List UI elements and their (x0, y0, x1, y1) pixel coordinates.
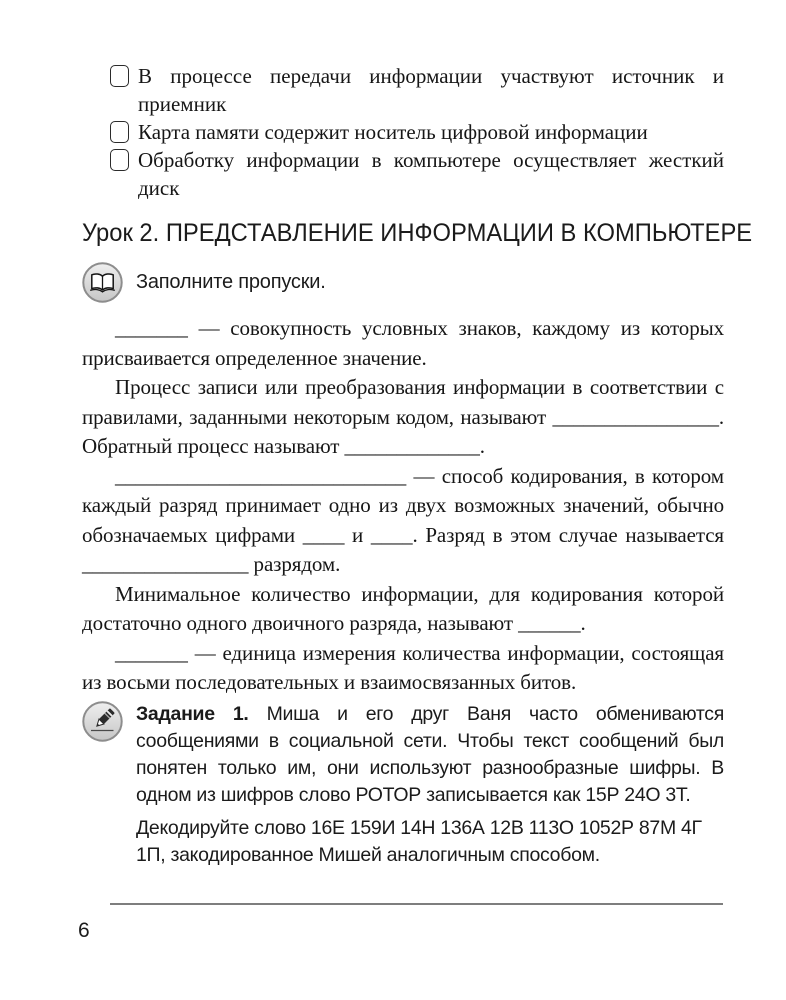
checkbox-item (110, 62, 724, 118)
checkbox-label: Обработку информации в компьютере осуществляет жесткий диск (138, 148, 724, 200)
lesson-title: Урок 2. ПРЕДСТАВЛЕНИЕ ИНФОРМАЦИИ В КОМПЬЮТЕРЕ (82, 219, 753, 247)
instruction-text: Заполните пропуски. (136, 271, 326, 293)
checkbox-item (110, 146, 724, 202)
instruction-row (82, 262, 326, 303)
footer-divider (110, 903, 723, 905)
task-1 (82, 701, 724, 869)
checkbox[interactable] (110, 65, 129, 87)
pencil-icon (82, 701, 123, 742)
task-body-text: Миша и его друг Ваня часто обмениваются сообщениями в социальной сети. Чтобы текст сообщений был понятен только им, они используют разнообразные шифры. В одном из шифров слово РОТОР записывается как 15Р 24О 3Т. (136, 703, 724, 806)
fill-paragraph-encoding: Процесс записи или преобразования информации в соответствии с правилами, заданными некоторым кодом, называют ________________. Обратный процесс называют _____________. (82, 375, 724, 458)
checkbox-label: В процессе передачи информации участвуют источник и приемник (138, 64, 724, 116)
fill-paragraph-code: _______ — совокупность условных знаков, каждому из которых присваивается определенное значение. (82, 316, 724, 370)
checkbox[interactable] (110, 121, 129, 143)
checkbox-item (110, 118, 724, 146)
fill-paragraph-binary: ____________________________ — способ кодирования, в котором каждый разряд принимает одно из двух возможных значений, обычно обозначаемых цифрами ____ и ____. Разряд в этом случае называется ________________ разрядом. (82, 463, 724, 576)
open-book-icon (82, 262, 123, 303)
checkbox-label: Карта памяти содержит носитель цифровой информации (138, 120, 648, 144)
checkbox[interactable] (110, 149, 129, 171)
fill-paragraph-byte: _______ — единица измерения количества информации, состоящая из восьми последовательных и взаимосвязанных битов. (82, 640, 724, 694)
task-text (136, 701, 724, 869)
task-body (136, 701, 724, 809)
task-body-2: Декодируйте слово 16Е 159И 14Н 136А 12В 113О 1052Р 87М 4Г 1П, закодированное Мишей аналогичным способом. (136, 817, 702, 866)
page-number: 6 (78, 919, 90, 942)
fill-in-section (82, 314, 724, 698)
fill-paragraph-bit: Минимальное количество информации, для кодирования которой достаточно одного двоичного разряда, называют ______. (82, 581, 724, 635)
task-label: Задание 1. (136, 703, 249, 725)
checkbox-question-list (110, 62, 724, 202)
